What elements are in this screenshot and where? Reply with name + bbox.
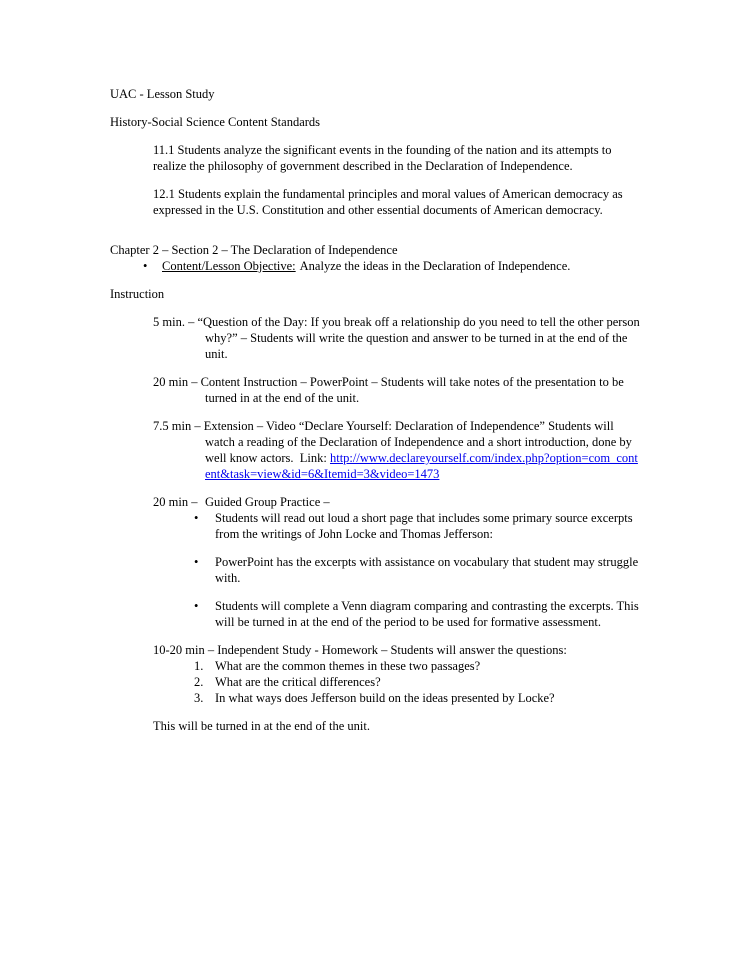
question-number: 2. [194,675,204,689]
extension-text: 7.5 min – Extension – Video “Declare Yourself: Declaration of Independence” Students will watch a reading of the Declaration of Independence and a short introduction, done by well know actors. Link: [153,419,636,465]
instruction-heading: Instruction [110,287,165,301]
activity-question-of-day: 5 min. – “Question of the Day: If you break off a relationship do you need to tell the other person why?” – Students will write the question and answer to be turned in at the end of the unit. [153,315,643,361]
guided-label: Guided Group Practice – [205,495,330,509]
activity-guided-heading [110,494,640,510]
standard-12-1: 12.1 Students explain the fundamental principles and moral values of American democracy as expressed in the U.S. Constitution and other essential documents of American democracy. [153,187,626,217]
question-number: 3. [194,691,204,705]
objective-line [162,258,640,274]
guided-duration: 20 min – [153,495,198,509]
objective-item [110,258,640,274]
homework-question [110,658,640,674]
activity-content-instruction: 20 min – Content Instruction – PowerPoint – Students will take notes of the presentation to be turned in at the end of the unit. [153,375,627,405]
standard-11-1: 11.1 Students analyze the significant events in the founding of the nation and its attempts to realize the philosophy of government described in the Declaration of Independence. [153,143,615,173]
declare-yourself-link[interactable]: http://www.declareyourself.com/index.php?option=com_content&task=view&id=6&Itemid=3&video=1473 [205,451,638,481]
question-number: 1. [194,659,204,673]
bullet-icon: • [194,511,199,525]
homework-question [110,690,640,706]
activity-extension [110,418,640,482]
activity-independent-heading: 10-20 min – Independent Study - Homework – Students will answer the questions: [153,643,567,657]
guided-bullet-item [110,554,640,586]
guided-bullet-text: Students will complete a Venn diagram comparing and contrasting the excerpts. This will be turned in at the end of the period to be used for formative assessment. [215,599,642,629]
guided-bullet-text: PowerPoint has the excerpts with assistance on vocabulary that student may struggle with. [215,555,642,585]
document-content [110,86,643,746]
chapter-heading: Chapter 2 – Section 2 – The Declaration of Independence [110,243,398,257]
bullet-icon: • [194,555,199,569]
objective-label: Content/Lesson Objective: [162,259,296,273]
doc-title: UAC - Lesson Study [110,87,215,101]
homework-question [110,674,640,690]
standards-heading: History-Social Science Content Standards [110,115,321,129]
guided-bullet-item [110,598,640,630]
bullet-icon: • [143,259,148,273]
guided-bullet-text: Students will read out loud a short page that includes some primary source excerpts from the writings of John Locke and Thomas Jefferson: [215,511,636,541]
bullet-icon: • [194,599,199,613]
question-text: In what ways does Jefferson build on the ideas presented by Locke? [215,691,555,705]
guided-bullet-item [110,510,640,542]
objective-text: Analyze the ideas in the Declaration of Independence. [299,259,571,273]
question-text: What are the critical differences? [215,675,381,689]
closing-note: This will be turned in at the end of the unit. [153,719,370,733]
question-text: What are the common themes in these two passages? [215,659,481,673]
